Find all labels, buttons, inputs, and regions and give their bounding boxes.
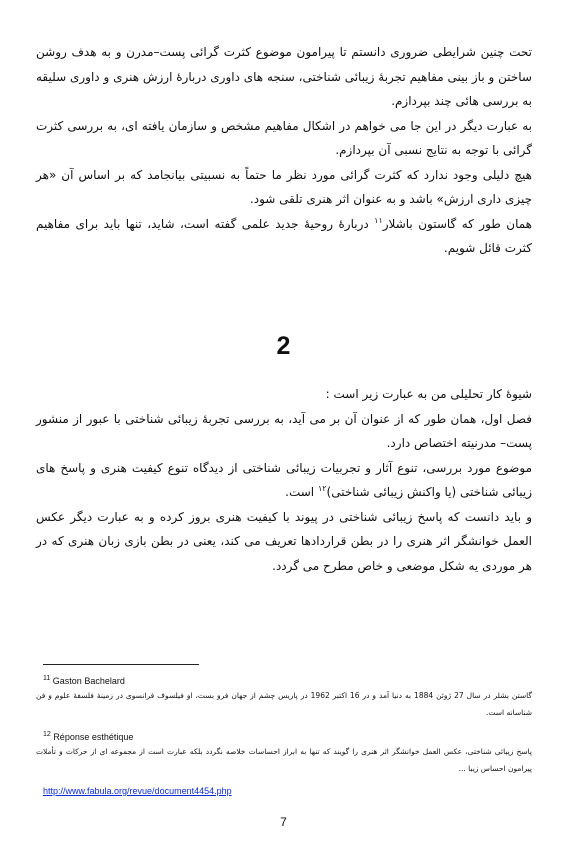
page-number: 7 [280,815,287,829]
footnote-12-text: پاسخ زیبائی شناختی، عکس العمل خوانشگر اثر هنری را گویند که تنها به ابراز احساسات خلاصه نگردد بلکه عبارت است از مجموعه ای از حرکات و تأملات پیرامون احساس زیبا ... [36,747,532,773]
footnote-12-header [43,731,133,743]
footnote-separator [43,664,199,665]
paragraph: و باید دانست که پاسخ زیبائی شناختی در پیوند با کیفیت هنری بروز کرده و به عبارت دیگر عکس العمل خوانشگر اثر هنری را در بطن قراردادها تعریف می کند، یعنی در بطن بازی زبان هنری که در هر موردی یه شکل موضعی و خاص مطرح می گردد. [36,509,532,573]
paragraph-text: همان طور که گاستون باشلار [382,216,532,231]
footnote-ref-12[interactable]: ۱۲ [317,484,327,493]
footnote-11-header [43,675,125,687]
footnote-title: Réponse esthétique [53,732,134,742]
paragraph: تحت چنین شرایطی ضروری دانستم تا پیرامون موضوع کثرت گرائی پست–مدرن و به هدف روشن ساختن و باز بینی مفاهیم تجربهٔ زیبائی شناختی، سنجه های داوری دربارهٔ ارزش هنری و داوری سلیقه به بررسی هائی چند بپردازم. [36,45,532,108]
paragraph-text: دربارهٔ روحیهٔ جدید علمی گفته است، شاید، تنها باید برای مفاهیم کثرت قائل شویم. [36,216,532,255]
paragraph: شیوهٔ کار تحلیلی من به عبارت زیر است : [325,387,532,401]
paragraph: هیچ دلیلی وجود ندارد که کثرت گرائی مورد نظر ما حتماً به نسبیتی بیانجامد که بر اساس آن «هر چیزی داری ارزش» باشد و به عنوان اثر هنری تلقی شود. [36,167,532,206]
footnote-number: 11 [43,675,51,682]
paragraph: فصل اول، همان طور که از عنوان آن بر می آید، به بررسی تجربهٔ زیبائی شناختی با عبور از منشور پست– مدرنیته اختصاص دارد. [36,411,532,450]
subject-paragraph [36,456,532,505]
footnote-ref-11[interactable]: ۱۱ [374,215,383,225]
method-section [36,382,532,578]
paragraph-text: موضوع مورد بررسی، تنوع آثار و تجربیات زیبائی شناختی از دیدگاه تنوع کیفیت هنری و پاسخ های زیبائی شناختی (یا واکنش زیبائی شناختی) [36,460,532,499]
paragraph-text: است. [285,485,318,499]
footnote-number: 12 [43,731,51,738]
footnote-11-text: گاستن بشلر در سال 27 ژوئن 1884 به دنیا آمد و در 16 اکتبر 1962 در پاریس چشم از جهان فرو بست، او فیلسوف فرانسوی در زمینهٔ فلسفهٔ علوم و فن شناسانه است. [36,691,533,717]
intro-section [36,40,532,261]
paragraph: به عبارت دیگر در این جا می خواهم در اشکال مفاهیم مشخص و سازمان یافته ای، به بررسی کثرت گرائی با توجه به نتایج نسبی آن بپردازم. [36,118,532,157]
footnote-title: Gaston Bachelard [52,676,125,686]
bachelard-paragraph [36,212,532,261]
chapter-number: 2 [276,332,291,360]
source-link[interactable]: http://www.fabula.org/revue/document4454.php [43,786,232,796]
